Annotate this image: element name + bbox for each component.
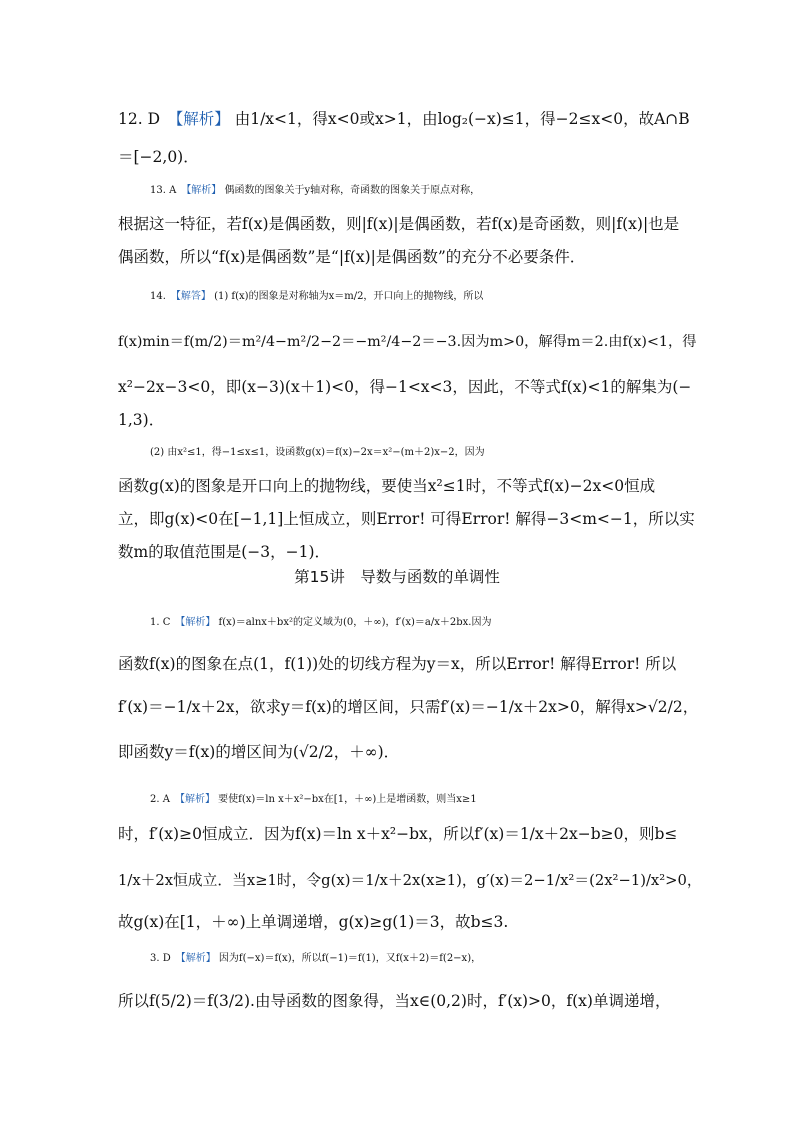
text-line: 时，f′(x)≥0恒成立．因为f(x)＝ln x＋x²−bx，所以f′(x)＝1/x＋2x−b≥0，则b≤ <box>118 825 678 843</box>
text-line: 13. A 【解析】 偶函数的图象关于y轴对称，奇函数的图象关于原点对称， <box>150 185 481 196</box>
text-line: f′(x)＝−1/x＋2x，欲求y＝f(x)的增区间，只需f′(x)＝−1/x＋2x>0，解得x>√2/2， <box>118 698 699 716</box>
text-line: 偶函数，所以“f(x)是偶函数”是“|f(x)|是偶函数”的充分不必要条件． <box>118 248 586 266</box>
text-line: 3. D 【解析】 因为f(−x)＝f(x)，所以f(−1)＝f(1)，又f(x＋2)＝f(2−x)， <box>150 953 482 964</box>
text-line: 数m的取值范围是(−3，−1)． <box>118 543 330 561</box>
answer-tag: 【解析】 <box>180 953 216 964</box>
text-line: 立，即g(x)<0在[−1,1]上恒成立，则Error! 可得Error! 解得−3<m<−1，所以实 <box>118 510 695 528</box>
text-line: 函数f(x)的图象在点(1，f(1))处的切线方程为y＝x，所以Error! 解得Error! 所以 <box>118 655 677 673</box>
text-line: x²−2x−3<0，即(x−3)(x＋1)<0，得−1<x<3，因此，不等式f(x)<1的解集为(− <box>118 378 692 396</box>
text-line: 即函数y＝f(x)的增区间为(√2/2，＋∞)． <box>118 743 400 761</box>
text-line: ＝[−2,0)． <box>118 148 199 166</box>
text-line: 1. C 【解析】 f(x)＝alnx＋bx²的定义域为(0，＋∞)，f′(x)＝a/x＋2bx.因为 <box>150 617 492 628</box>
text-line: 故g(x)在[1，＋∞)上单调递增，g(x)≥g(1)＝3，故b≤3. <box>118 913 509 931</box>
text-line: 12. D 【解析】 由1/x<1，得x<0或x>1，由log₂(−x)≤1，得−2≤x<0，故A∩B <box>118 110 690 128</box>
text-line: 14. 【解答】 (1) f(x)的图象是对称轴为x＝m/2，开口向上的抛物线，所以 <box>150 291 484 302</box>
text-line: 所以f(5/2)＝f(3/2).由导函数的图象得，当x∈(0,2)时，f′(x)>0，f(x)单调递增， <box>118 992 671 1010</box>
text-line: f(x)min＝f(m/2)＝m²/4−m²/2−2＝−m²/4−2＝−3.因为m>0，解得m＝2.由f(x)<1，得 <box>118 334 697 350</box>
answer-tag: 【解析】 <box>186 185 222 196</box>
text-line: 1,3)． <box>118 411 165 429</box>
answer-tag: 【解析】 <box>175 110 230 128</box>
answer-tag: 【解析】 <box>179 794 215 805</box>
text-line: 根据这一特征，若f(x)是偶函数，则|f(x)|是偶函数，若f(x)是奇函数，则|f(x)|也是 <box>118 215 680 233</box>
text-line: (2) 由x²≤1，得−1≤x≤1，设函数g(x)＝f(x)−2x＝x²−(m＋2)x−2，因为 <box>150 447 485 458</box>
text-line: 1/x＋2x恒成立．当x≥1时，令g(x)＝1/x＋2x(x≥1)，g′(x)＝2−1/x²＝(2x²−1)/x²>0， <box>118 872 702 889</box>
section-title: 第15讲 导数与函数的单调性 <box>294 568 500 586</box>
text-line: 函数g(x)的图象是开口向上的抛物线，要使当x²≤1时，不等式f(x)−2x<0恒成 <box>118 477 656 495</box>
answer-tag: 【解答】 <box>175 291 211 302</box>
text-line: 2. A 【解析】 要使f(x)＝ln x＋x²−bx在[1，＋∞)上是增函数，则当x≥1 <box>150 794 477 805</box>
answer-tag: 【解析】 <box>180 617 216 628</box>
